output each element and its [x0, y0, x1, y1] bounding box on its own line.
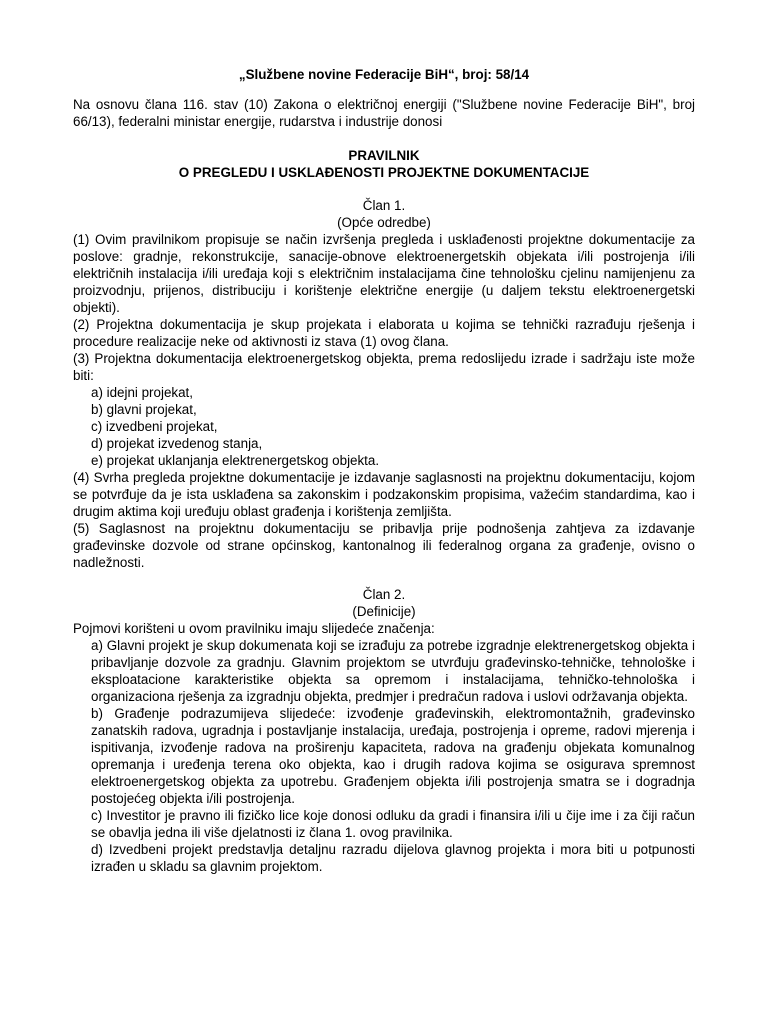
list-item: b) glavni projekat, [91, 402, 197, 417]
article-2-intro: Pojmovi korišteni u ovom pravilniku imaju slijedeće značenja: [73, 621, 435, 636]
list-item: c) izvedbeni projekat, [91, 419, 218, 434]
source-reference: „Službene novine Federacije BiH“, broj: 58/14 [238, 67, 530, 82]
list-item: a) idejni projekat, [91, 385, 193, 400]
article-2-heading: Član 2. [362, 587, 406, 602]
article-1-paragraph-4: (4) Svrha pregleda projektne dokumentacije je izdavanje saglasnosti na projektnu dokumentaciju, kojom se potvrđuje da je ista usklađena sa zakonskim i podzakonskim propisima, važećim standardima, kao i drugim aktima koji uređuju oblast građenja i korištenja zemljišta. [73, 470, 695, 519]
definition-item: a) Glavni projekt je skup dokumenata koji se izrađuju za potrebe izgradnje elektrenergetskog objekta i pribavljanje dozvole za gradnju. Glavnim projektom se utvrđuju građevinsko-tehničke, tehnološke i eksploatacione karakteristike objekta sa opremom i instalacijama, tehničko-tehnološka i organizaciona rješenja za izgradnju objekta, predmjer i predračun radova i uslovi održavanja objekta. [91, 638, 695, 704]
definition-item: d) Izvedbeni projekt predstavlja detaljnu razradu dijelova glavnog projekta i mora biti u potpunosti izrađen u skladu sa glavnim projektom. [91, 842, 695, 874]
definition-item: b) Građenje podrazumijeva slijedeće: izvođenje građevinskih, elektromontažnih, građevinsko zanatskih radova, ugradnja i postavljanje instalacija, uređaja, postrojenja i opreme, radovi mjerenja i ispitivanja, izvođenje radova na proširenju kapaciteta, radova na građenju objekata komunalnog opremanja i uređenja terena oko objekta, kao i drugih radova kojima se osigurava spremnost elektroenergetskog objekta za upotrebu. Građenjem objekta i/ili postrojenja smatra se i dogradnja postojećeg objekta i/ili postrojenja. [91, 706, 695, 806]
legal-basis-paragraph: Na osnovu člana 116. stav (10) Zakona o električnoj energiji ("Službene novine Federacije BiH", broj 66/13), federalni ministar energije, rudarstva i industrije donosi [73, 97, 695, 129]
document-title [73, 147, 695, 181]
project-type-list [73, 384, 695, 469]
list-item: d) projekat izvedenog stanja, [91, 436, 263, 451]
article-1-heading: Član 1. [362, 198, 406, 213]
definition-item: c) Investitor je pravno ili fizičko lice koje donosi odluku da gradi i finansira i/ili u čije ime i za čiji račun se obavlja jedna ili više djelatnosti iz člana 1. ovog pravilnika. [91, 808, 695, 840]
article-1-paragraph-5: (5) Saglasnost na projektnu dokumentaciju se pribavlja prije podnošenja zahtjeva za izdavanje građevinske dozvole od strane općinskog, kantonalnog ili federalnog organa za građenje, ovisno o nadležnosti. [73, 521, 695, 570]
article-1-paragraph-2: (2) Projektna dokumentacija je skup projekata i elaborata u kojima se tehnički razrađuju rješenja i procedure realizacije neke od aktivnosti iz stava (1) ovog člana. [73, 317, 695, 349]
article-1-paragraph-1: (1) Ovim pravilnikom propisuje se način izvršenja pregleda i usklađenosti projektne dokumentacije za poslove: gradnje, rekonstrukcije, sanacije-obnove elektroenergetskih objekata i/ili postrojenja i/ili električnih instalacija i/ili uređaja koji s električnim instalacijama čine tehnološku cjelinu namijenjenu za proizvodnju, prijenos, distribuciju i korištenje električne energije (u daljem tekstu elektroenergetski objekti). [73, 232, 695, 315]
article-1-subheading: (Opće odredbe) [337, 215, 431, 230]
title-line-2: O PREGLEDU I USKLAĐENOSTI PROJEKTNE DOKUMENTACIJE [178, 165, 590, 180]
article-1-paragraph-3: (3) Projektna dokumentacija elektroenergetskog objekta, prema redoslijedu izrade i sadržaju iste može biti: [73, 351, 695, 383]
article-2-subheading: (Definicije) [352, 604, 416, 619]
section-spacer [73, 571, 695, 586]
list-item: e) projekat uklanjanja elektrenergetskog objekta. [91, 453, 380, 468]
title-line-1: PRAVILNIK [348, 148, 420, 163]
